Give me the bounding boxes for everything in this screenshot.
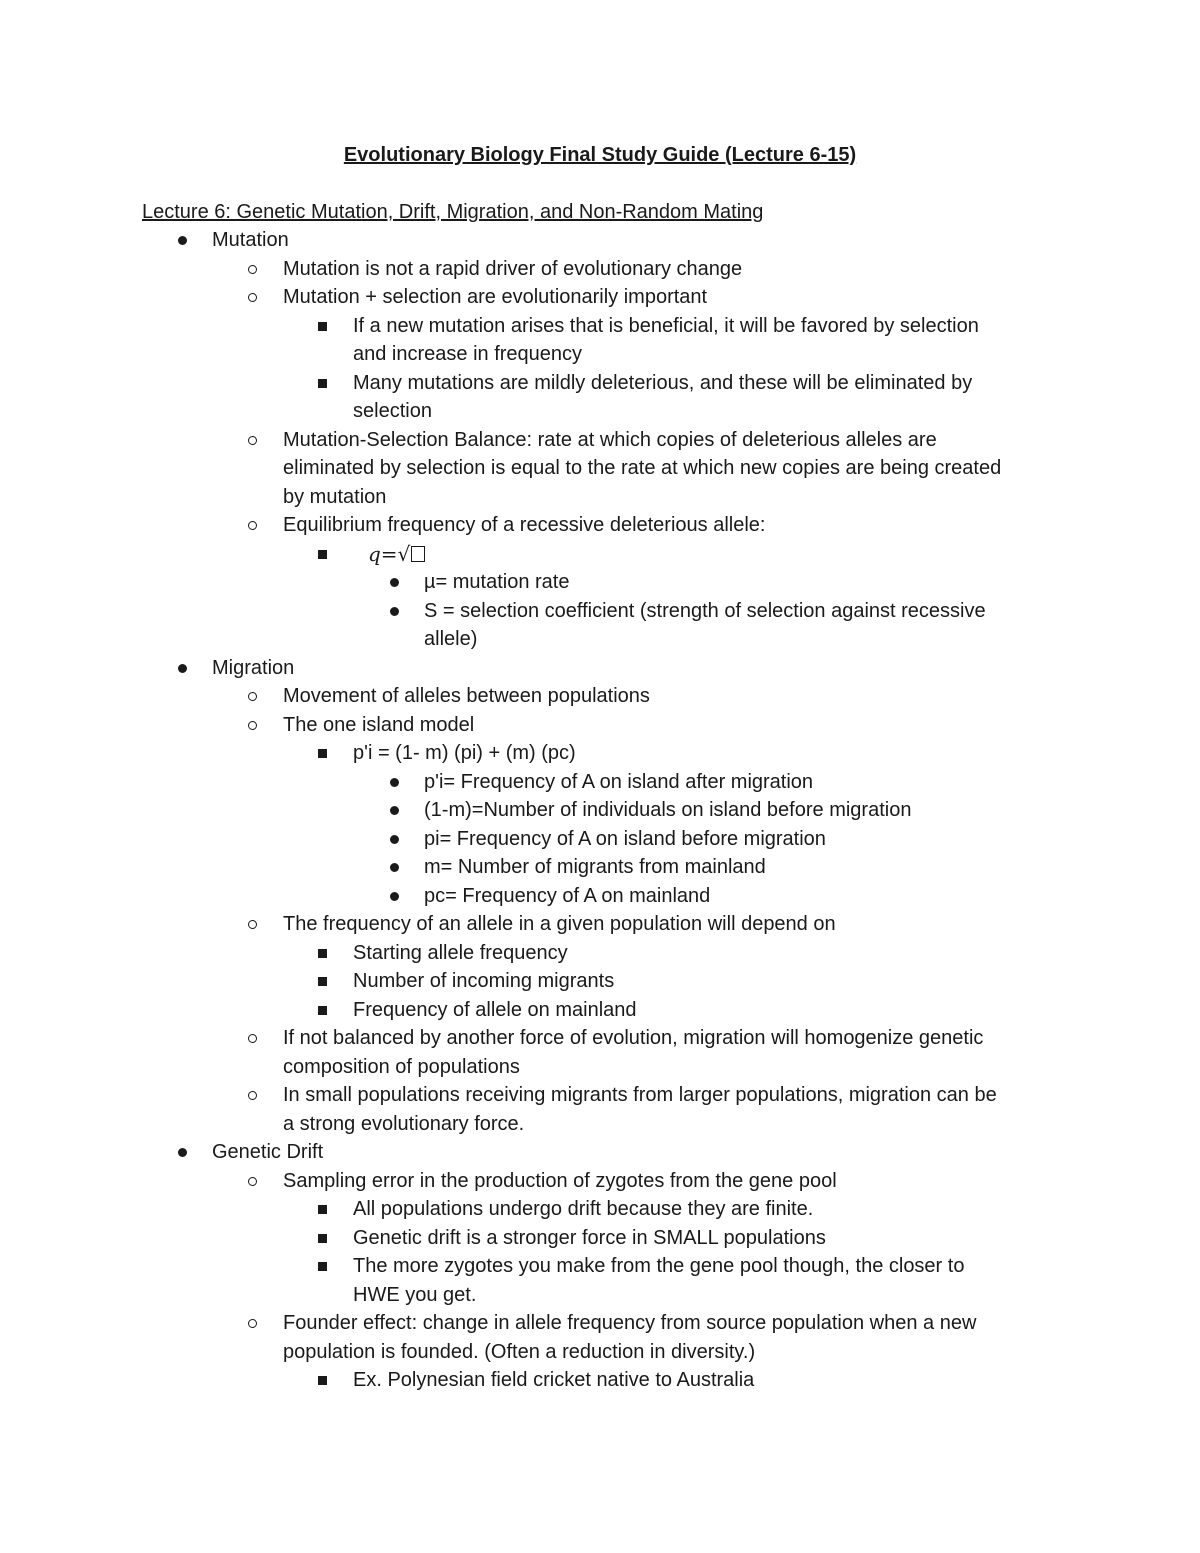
circle-bullet-icon bbox=[248, 920, 257, 929]
list-item-continued: population is founded. (Often a reduction in diversity.) bbox=[283, 1340, 756, 1363]
page-title: Evolutionary Biology Final Study Guide (Lecture 6-15) bbox=[343, 144, 857, 166]
bullet-icon bbox=[178, 1148, 187, 1157]
circle-bullet-icon bbox=[248, 293, 257, 302]
list-item: Mutation + selection are evolutionarily important bbox=[0, 283, 1200, 312]
circle-bullet-icon bbox=[248, 521, 257, 530]
list-item: pi= Frequency of A on island before migration bbox=[0, 825, 1200, 854]
square-bullet-icon bbox=[318, 379, 327, 388]
list-item: Migration bbox=[0, 654, 1200, 683]
bullet-icon bbox=[390, 835, 399, 844]
bullet-icon bbox=[178, 664, 187, 673]
list-item: Frequency of allele on mainland bbox=[0, 996, 1200, 1025]
list-item: Starting allele frequency bbox=[0, 939, 1200, 968]
circle-bullet-icon bbox=[248, 265, 257, 274]
study-guide-body bbox=[0, 226, 1200, 1395]
circle-bullet-icon bbox=[248, 692, 257, 701]
bullet-icon bbox=[390, 578, 399, 587]
list-item: Sampling error in the production of zygotes from the gene pool bbox=[0, 1167, 1200, 1196]
list-item: Equilibrium frequency of a recessive deleterious allele: bbox=[0, 511, 1200, 540]
list-item-continued: and increase in frequency bbox=[353, 343, 583, 365]
circle-bullet-icon bbox=[248, 721, 257, 730]
list-item: All populations undergo drift because they are finite. bbox=[0, 1195, 1200, 1224]
square-bullet-icon bbox=[318, 749, 327, 758]
list-item: The more zygotes you make from the gene pool though, the closer to bbox=[0, 1252, 1200, 1281]
list-item: p'i= Frequency of A on island after migration bbox=[0, 768, 1200, 797]
bullet-icon bbox=[390, 778, 399, 787]
square-bullet-icon bbox=[318, 977, 327, 986]
equation-line bbox=[0, 540, 1200, 569]
circle-bullet-icon bbox=[248, 1091, 257, 1100]
list-item: pc= Frequency of A on mainland bbox=[0, 882, 1200, 911]
square-bullet-icon bbox=[318, 949, 327, 958]
list-item-continued: by mutation bbox=[283, 485, 387, 508]
bullet-icon bbox=[390, 806, 399, 815]
bullet-icon bbox=[178, 236, 187, 245]
list-item: If not balanced by another force of evolution, migration will homogenize genetic bbox=[0, 1024, 1200, 1053]
list-item-continued: a strong evolutionary force. bbox=[283, 1112, 525, 1135]
lecture-heading: Lecture 6: Genetic Mutation, Drift, Migration, and Non-Random Mating bbox=[142, 201, 764, 223]
list-item: Mutation-Selection Balance: rate at which copies of deleterious alleles are bbox=[0, 426, 1200, 455]
list-item: If a new mutation arises that is beneficial, it will be favored by selection bbox=[0, 312, 1200, 341]
list-item: Genetic drift is a stronger force in SMALL populations bbox=[0, 1224, 1200, 1253]
square-bullet-icon bbox=[318, 1205, 327, 1214]
list-item: m= Number of migrants from mainland bbox=[0, 853, 1200, 882]
list-item: Movement of alleles between populations bbox=[0, 682, 1200, 711]
circle-bullet-icon bbox=[248, 1319, 257, 1328]
list-item: Mutation is not a rapid driver of evolutionary change bbox=[0, 255, 1200, 284]
missing-glyph-box bbox=[411, 546, 425, 562]
list-item: p'i = (1- m) (pi) + (m) (pc) bbox=[0, 739, 1200, 768]
square-bullet-icon bbox=[318, 322, 327, 331]
square-bullet-icon bbox=[318, 1262, 327, 1271]
square-bullet-icon bbox=[318, 1006, 327, 1015]
bullet-icon bbox=[390, 607, 399, 616]
square-bullet-icon bbox=[318, 550, 327, 559]
list-item: Ex. Polynesian field cricket native to Australia bbox=[0, 1366, 1200, 1395]
list-item: (1-m)=Number of individuals on island before migration bbox=[0, 796, 1200, 825]
equation: q=√ bbox=[368, 540, 425, 569]
list-item: Mutation bbox=[0, 226, 1200, 255]
circle-bullet-icon bbox=[248, 1034, 257, 1043]
list-item: Founder effect: change in allele frequency from source population when a new bbox=[0, 1309, 1200, 1338]
list-item: The one island model bbox=[0, 711, 1200, 740]
list-item: The frequency of an allele in a given population will depend on bbox=[0, 910, 1200, 939]
list-item: In small populations receiving migrants from larger populations, migration can be bbox=[0, 1081, 1200, 1110]
list-item: Number of incoming migrants bbox=[0, 967, 1200, 996]
list-item: µ= mutation rate bbox=[0, 568, 1200, 597]
list-item: Many mutations are mildly deleterious, and these will be eliminated by bbox=[0, 369, 1200, 398]
list-item: S = selection coefficient (strength of selection against recessive bbox=[0, 597, 1200, 626]
bullet-icon bbox=[390, 863, 399, 872]
list-item: Genetic Drift bbox=[0, 1138, 1200, 1167]
list-item-continued: allele) bbox=[424, 628, 478, 650]
list-item-continued: eliminated by selection is equal to the rate at which new copies are being created bbox=[283, 457, 1002, 479]
square-bullet-icon bbox=[318, 1376, 327, 1385]
list-item-continued: composition of populations bbox=[283, 1055, 520, 1078]
circle-bullet-icon bbox=[248, 1177, 257, 1186]
bullet-icon bbox=[390, 892, 399, 901]
square-bullet-icon bbox=[318, 1234, 327, 1243]
list-item-continued: HWE you get. bbox=[353, 1283, 477, 1306]
circle-bullet-icon bbox=[248, 436, 257, 445]
list-item-continued: selection bbox=[353, 400, 432, 422]
